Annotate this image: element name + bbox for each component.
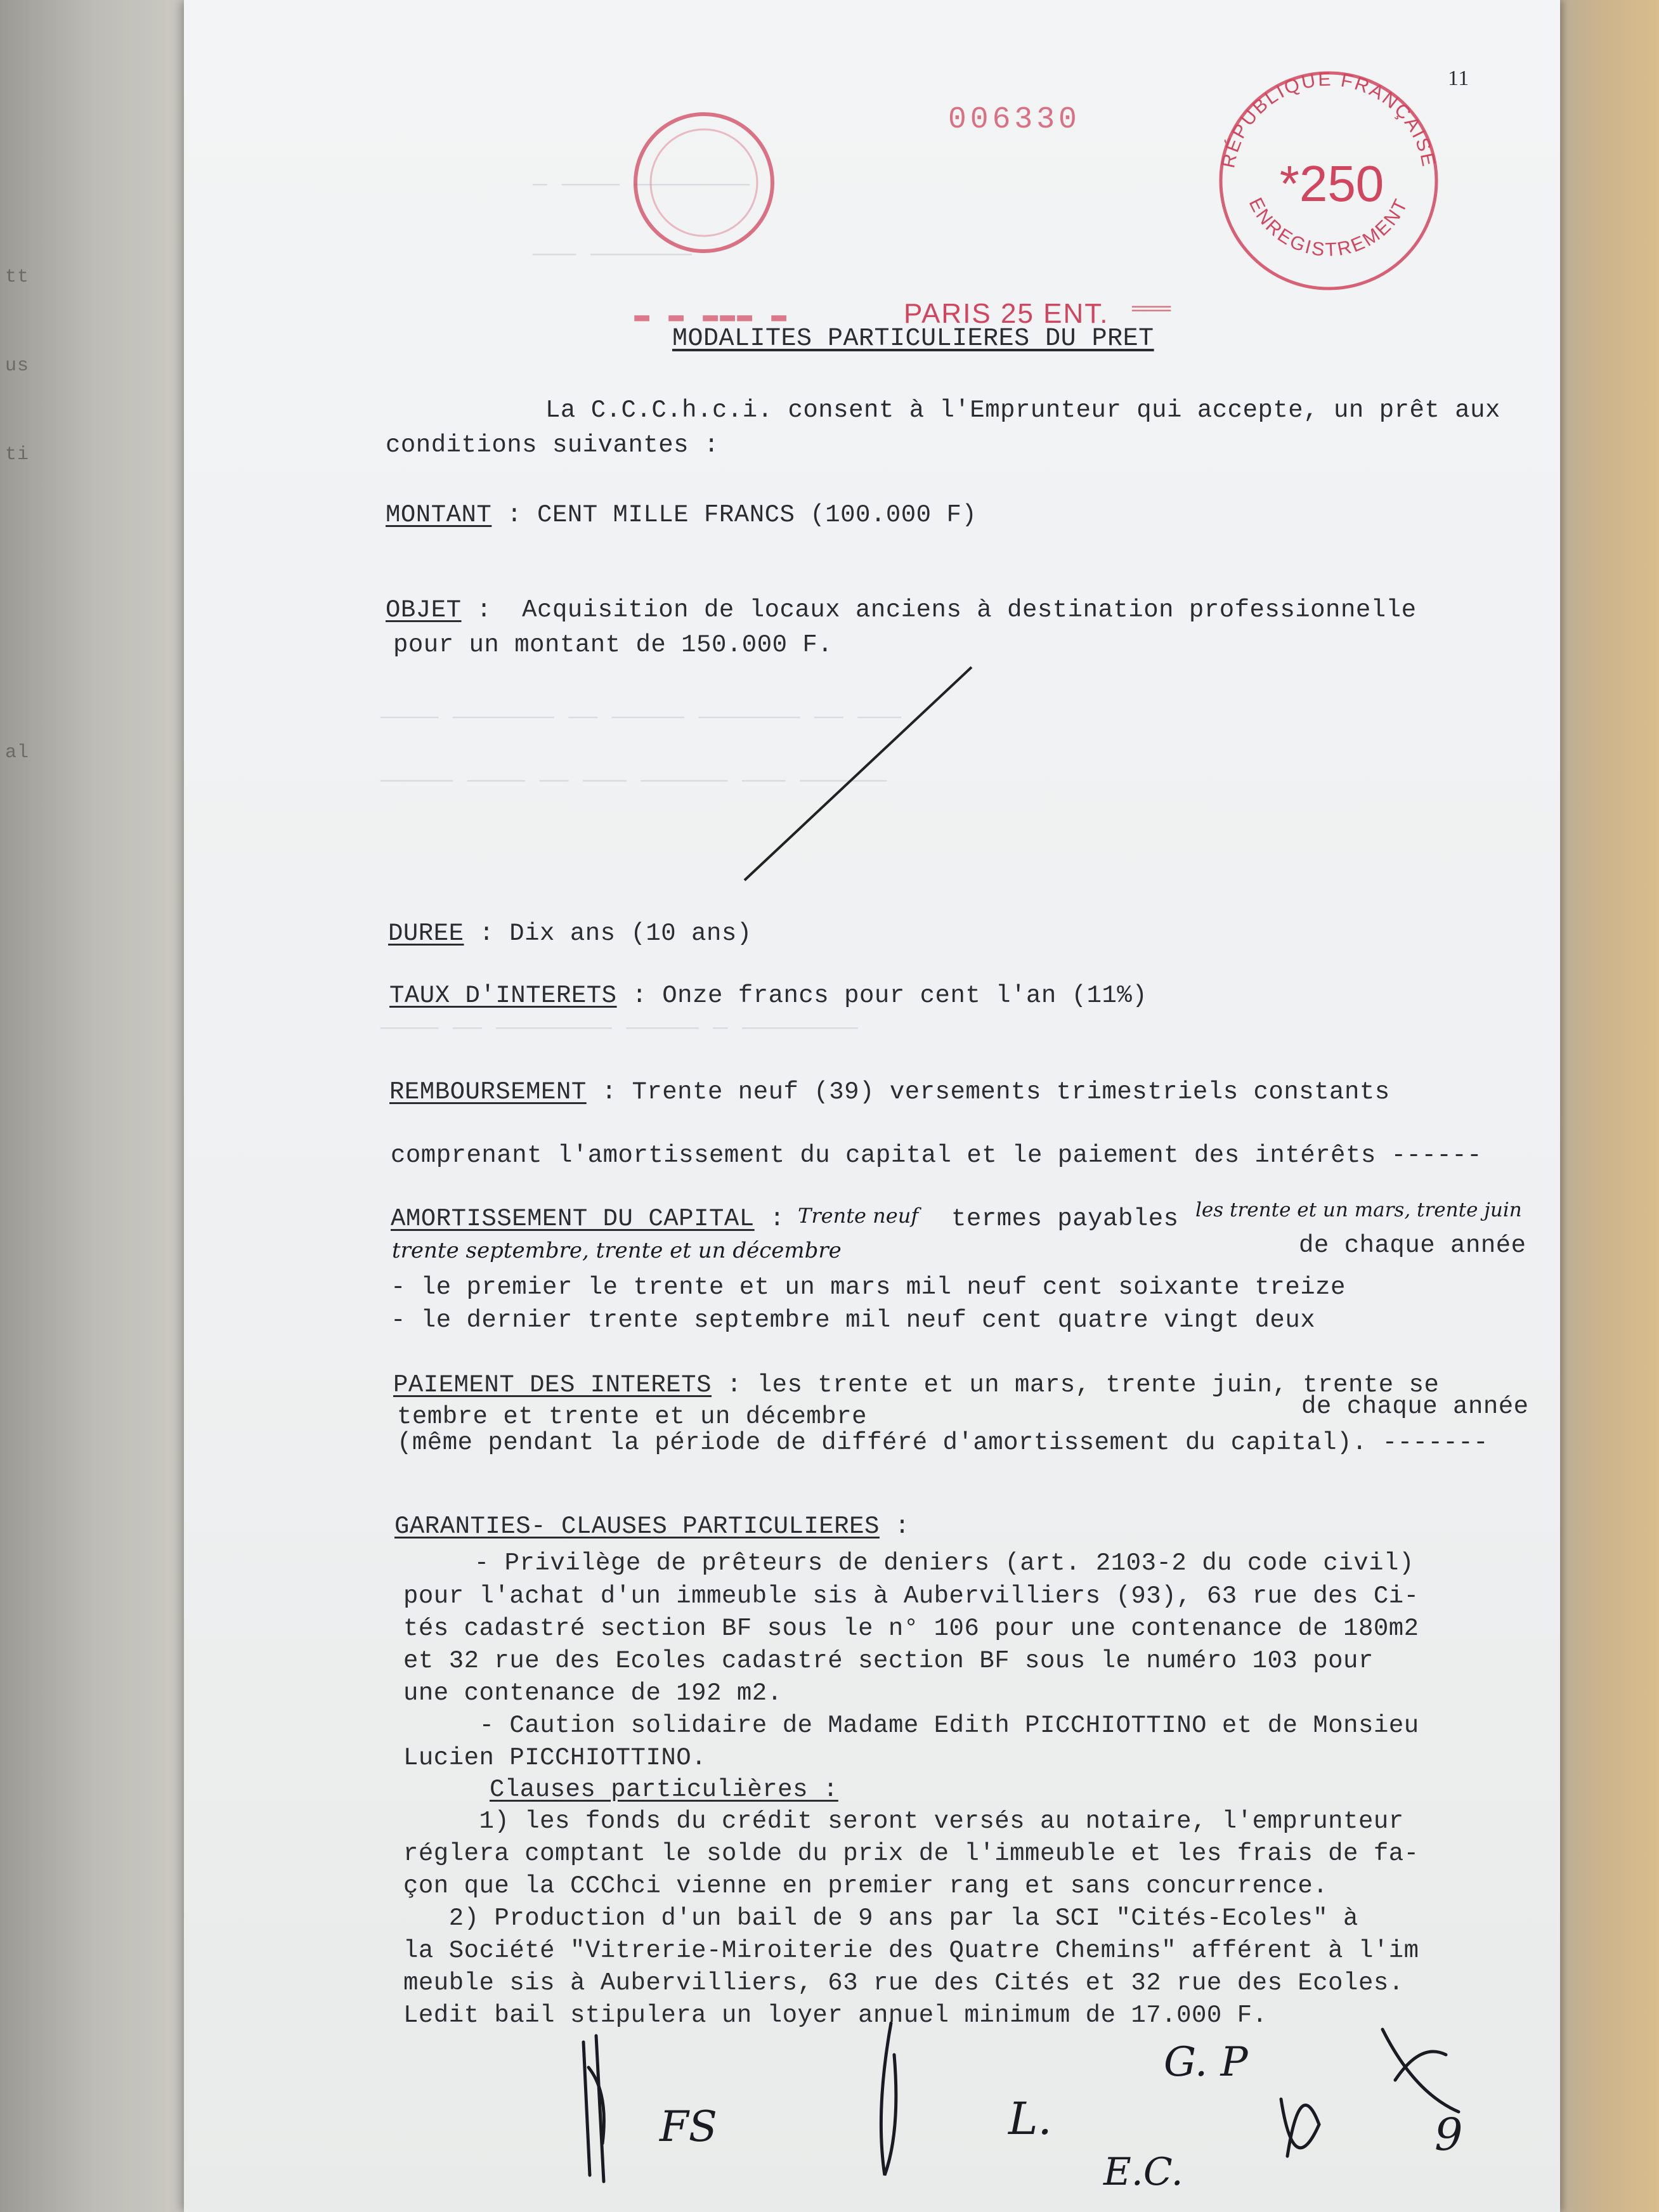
- initials-fs: FS: [660, 2102, 718, 2151]
- clauses-heading: Clauses particulières :: [490, 1776, 838, 1804]
- montant-label: MONTANT: [386, 501, 492, 529]
- garanties-line-7: Lucien PICCHIOTTINO.: [403, 1744, 707, 1772]
- stamp-bottom-text: ENREGISTREMENT: [1244, 194, 1413, 261]
- clause-line-3: çon que la CCChci vienne en premier rang et sans concurrence.: [403, 1872, 1329, 1900]
- remboursement-row: [389, 1078, 1390, 1106]
- postmark-date-smudge: ▬ ▬ ▬▬▬ ▬: [634, 302, 789, 330]
- garanties-line-6: - Caution solidaire de Madame Edith PICCHIOTTINO et de Monsieu: [419, 1712, 1419, 1740]
- paiement-line-2: tembre et trente et un décembre: [397, 1403, 868, 1431]
- paiement-row: [393, 1371, 1439, 1399]
- initials-ec: E.C.: [1103, 2150, 1183, 2194]
- duree-label: DUREE: [388, 920, 464, 947]
- clause-line-4: 2) Production d'un bail de 9 ans par la SCI "Cités-Ecoles" à: [403, 1904, 1358, 1932]
- clause-line-1: 1) les fonds du crédit seront versés au notaire, l'emprunteur: [403, 1807, 1404, 1835]
- paiement-label: PAIEMENT DES INTERETS: [393, 1371, 712, 1399]
- objet-line-2: pour un montant de 150.000 F.: [393, 631, 833, 659]
- garanties-colon: :: [879, 1513, 910, 1540]
- intro-line-1: La C.C.C.h.c.i. consent à l'Emprunteur qui accepte, un prêt aux: [545, 396, 1500, 424]
- bleed-text: al: [5, 742, 30, 764]
- initials-l: L.: [1008, 2093, 1052, 2145]
- amortissement-typed: termes payables: [951, 1205, 1179, 1233]
- bleed-text: us: [5, 355, 30, 377]
- paiement-each-year: de chaque année: [1301, 1393, 1529, 1421]
- amortissement-label: AMORTISSEMENT DU CAPITAL: [391, 1205, 755, 1233]
- handwritten-count: Trente neuf: [798, 1204, 919, 1228]
- duree-row: [388, 920, 752, 947]
- postmark-stamp: PARIS 25 ENT.: [904, 298, 1109, 329]
- clause-line-2: réglera comptant le solde du prix de l'immeuble et les frais de fa-: [403, 1840, 1419, 1868]
- objet-row: [386, 596, 1416, 624]
- amortissement-colon: :: [754, 1205, 785, 1233]
- taux-row: [389, 982, 1147, 1010]
- round-seal-stamp: [628, 108, 780, 260]
- duree-value: : Dix ans (10 ans): [464, 920, 752, 947]
- bleed-through: ———— ——————— —— ————— ——————— —— ———: [381, 704, 901, 731]
- signature-stroke: [583, 2042, 590, 2175]
- garanties-line-3: tés cadastré section BF sous le n° 106 pour une contenance de 180m2: [403, 1615, 1419, 1643]
- montant-row: [386, 501, 977, 529]
- montant-value: : CENT MILLE FRANCS (100.000 F): [491, 501, 977, 529]
- intro-line-2: conditions suivantes :: [386, 431, 719, 459]
- stamp-value: *250: [1279, 155, 1384, 212]
- remboursement-label: REMBOURSEMENT: [389, 1078, 587, 1106]
- folder-edge: [1551, 0, 1659, 2212]
- handwritten-dates-2: trente septembre, trente et un décembre: [392, 1238, 842, 1263]
- garanties-line-4: et 32 rue des Ecoles cadastré section BF sous le numéro 103 pour: [403, 1647, 1374, 1675]
- previous-page-edge: [0, 0, 209, 2212]
- signature-stroke: [881, 2023, 895, 2175]
- taux-value: : Onze francs pour cent l'an (11%): [616, 982, 1148, 1010]
- document-title: MODALITES PARTICULIERES DU PRET: [672, 325, 1154, 353]
- diagonal-strike-line: [736, 660, 977, 888]
- postmark-bars: ═══: [1132, 298, 1171, 322]
- stamp-top-text: RÉPUBLIQUE FRANÇAISE: [1218, 68, 1440, 170]
- paiement-line-1: : les trente et un mars, trente juin, trente se: [711, 1371, 1440, 1399]
- handwritten-dates-1: les trente et un mars, trente juin: [1195, 1199, 1522, 1221]
- garanties-line-1: - Privilège de prêteurs de deniers (art. 2103-2 du code civil): [444, 1549, 1414, 1577]
- amortissement-row: [391, 1205, 785, 1233]
- clause-line-5: la Société "Vitrerie-Miroiterie des Quatre Chemins" afférent à l'im: [403, 1937, 1419, 1965]
- objet-line-1: : Acquisition de locaux anciens à destination professionnelle: [461, 596, 1417, 624]
- signature-stroke: [1382, 2029, 1459, 2112]
- clause-line-6: meuble sis à Aubervilliers, 63 rue des Cités et 32 rue des Ecoles.: [403, 1969, 1404, 1997]
- bleed-through: ——— ———————: [533, 241, 692, 268]
- registration-number-stamp: 006330: [948, 103, 1081, 137]
- amortissement-first: - le premier le trente et un mars mil neuf cent soixante treize: [391, 1273, 1346, 1301]
- remboursement-line-1: : Trente neuf (39) versements trimestriels constants: [586, 1078, 1390, 1106]
- garanties-line-5: une contenance de 192 m2.: [403, 1679, 783, 1707]
- paiement-line-3: (même pendant la période de différé d'amortissement du capital). -------: [397, 1429, 1489, 1457]
- clause-line-7: Ledit bail stipulera un loyer annuel minimum de 17.000 F.: [403, 2001, 1268, 2029]
- initials-gp: G. P: [1164, 2039, 1248, 2086]
- garanties-row: [394, 1513, 910, 1540]
- amortissement-last: - le dernier trente septembre mil neuf cent quatre vingt deux: [391, 1306, 1316, 1334]
- page-number: 11: [1448, 67, 1469, 90]
- svg-text:RÉPUBLIQUE FRANÇAISE: [1218, 69, 1440, 170]
- bleed-through: ————— ———— —— ——— —————— ——— ——————: [381, 767, 887, 795]
- amortissement-each-year: de chaque année: [1299, 1232, 1526, 1259]
- initials-9: 9: [1435, 2109, 1463, 2161]
- objet-label: OBJET: [386, 596, 462, 624]
- bleed-text: tt: [5, 266, 30, 288]
- remboursement-line-2: comprenant l'amortissement du capital et le paiement des intérêts ------: [391, 1142, 1483, 1169]
- taux-label: TAUX D'INTERETS: [389, 982, 617, 1010]
- garanties-line-2: pour l'achat d'un immeuble sis à Aubervilliers (93), 63 rue des Ci-: [403, 1582, 1419, 1610]
- garanties-label: GARANTIES- CLAUSES PARTICULIERES: [394, 1513, 880, 1540]
- bleed-through: — ———— ————————: [533, 171, 750, 198]
- bleed-text: ti: [5, 444, 30, 465]
- franking-stamp: [1208, 67, 1449, 295]
- signature-stroke: [1281, 2099, 1319, 2156]
- bleed-through: ———— —— ———————— ————— — ————————: [381, 1015, 858, 1042]
